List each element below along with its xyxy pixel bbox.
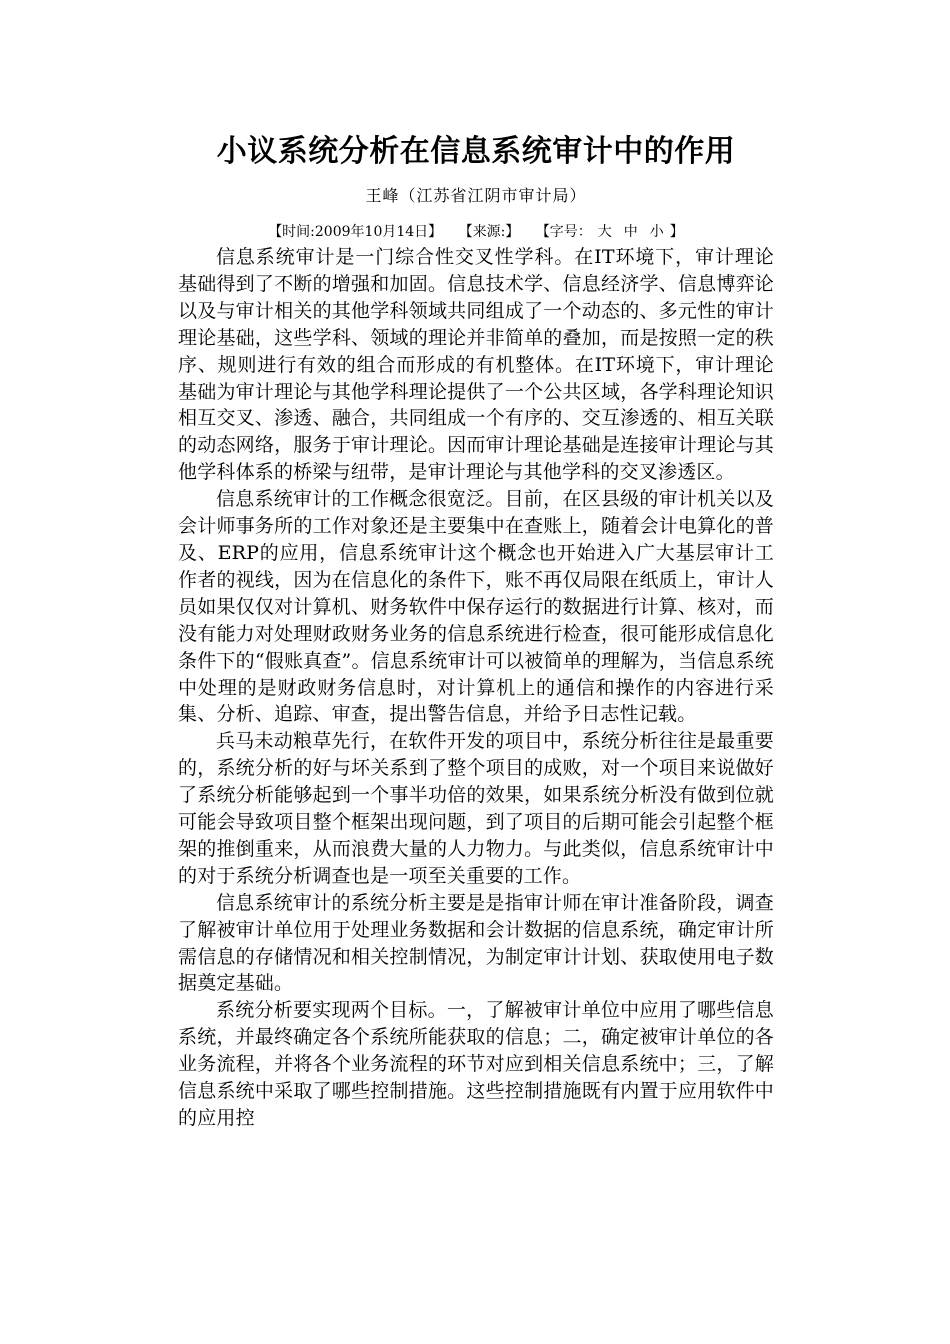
article-title: 小议系统分析在信息系统审计中的作用 (216, 134, 736, 169)
paragraph: 信息系统审计是一门综合性交叉性学科。在IT环境下，审计理论基础得到了不断的增强和加固。信息技术学、信息经济学、信息博弈论以及与审计相关的其他学科领域共同组成了一个动态的、多元性的审计理论基础，这些学科、领域的理论并非简单的叠加，而是按照一定的秩序、规则进行有效的组合而形成的有机整体。在IT环境下，审计理论基础为审计理论与其他学科理论提供了一个公共区域，各学科理论知识相互交叉、渗透、融合，共同组成一个有序的、交互渗透的、相互关联的动态网络，服务于审计理论。因而审计理论基础是连接审计理论与其他学科体系的桥梁与纽带，是审计理论与其他学科的交叉渗透区。 (178, 246, 774, 484)
font-size-large-link[interactable]: 大 (597, 224, 612, 240)
article-body (178, 244, 774, 1132)
font-size-small-link[interactable]: 小 (649, 224, 664, 240)
publish-time: 【时间:2009年10月14日】 (268, 224, 443, 240)
font-size-medium-link[interactable]: 中 (623, 224, 638, 240)
paragraph: 信息系统审计的工作概念很宽泛。目前，在区县级的审计机关以及会计师事务所的工作对象还是主要集中在查账上，随着会计电算化的普及、ERP的应用，信息系统审计这个概念也开始进入广大基层审计工作者的视线，因为在信息化的条件下，账不再仅局限在纸质上，审计人员如果仅仅对计算机、财务软件中保存运行的数据进行计算、核对，而没有能力对处理财政财务业务的信息系统进行检查，很可能形成信息化条件下的“假账真查”。信息系统审计可以被简单的理解为，当信息系统中处理的是财政财务信息时，对计算机上的通信和操作的内容进行采集、分析、追踪、审查，提出警告信息，并给予日志性记载。 (178, 488, 774, 726)
paragraph: 兵马未动粮草先行，在软件开发的项目中，系统分析往往是最重要的，系统分析的好与坏关系到了整个项目的成败，对一个项目来说做好了系统分析能够起到一个事半功倍的效果，如果系统分析没有做到位就可能会导致项目整个框架出现问题，到了项目的后期可能会引起整个框架的推倒重来，从而浪费大量的人力物力。与此类似，信息系统审计中的对于系统分析调查也是一项至关重要的工作。 (178, 730, 774, 887)
font-size-control (536, 224, 684, 240)
paragraph: 信息系统审计的系统分析主要是是指审计师在审计准备阶段，调查了解被审计单位用于处理业务数据和会计数据的信息系统，确定审计所需信息的存储情况和相关控制情况，为制定审计计划、获取使用电子数据奠定基础。 (178, 891, 774, 995)
document-page (178, 130, 774, 1132)
font-size-close: 】 (669, 224, 684, 240)
font-size-label: 【字号： (535, 224, 592, 240)
paragraph: 系统分析要实现两个目标。一，了解被审计单位中应用了哪些信息系统，并最终确定各个系统所能获取的信息；二，确定被审计单位的各业务流程，并将各个业务流程的环节对应到相关信息系统中；三，了解信息系统中采取了哪些控制措施。这些控制措施既有内置于应用软件中的应用控 (178, 999, 774, 1129)
article-meta (178, 222, 774, 242)
article-author: 王峰（江苏省江阴市审计局） (365, 186, 587, 205)
article-source: 【来源:】 (458, 224, 520, 240)
